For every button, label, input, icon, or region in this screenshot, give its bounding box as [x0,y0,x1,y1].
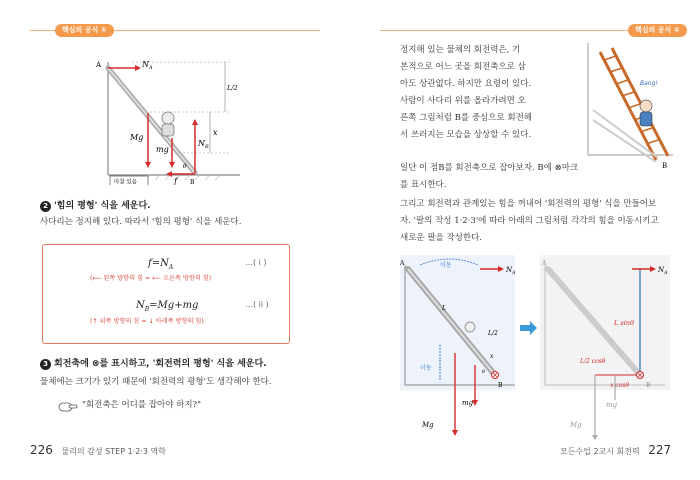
cartoon-sound-text: Bang! [640,80,658,87]
cartoon-label-B: B [662,162,668,170]
para3-line-1: 그리고 회전력과 관계있는 힘을 꺼내어 '회전력의 평형' 식을 만들어보 [400,199,657,209]
intro-line-4: 사람이 사다리 위를 올라가려면 오 [400,96,526,106]
d1-B: B [498,382,503,389]
equation-1-number: …( i ) [245,258,267,267]
label-NA: $N_A$ [142,60,153,71]
figure-caption: 마찰 있음 [114,179,138,185]
d2-A: A [542,260,547,267]
section-2-number: 2 [40,201,51,212]
quote-text: "회전축은 어디를 잡아야 하지?" [82,400,202,410]
right-footer [560,443,671,457]
d2-Lsin: L sinθ [614,319,634,327]
label-Mg: Mg [130,133,144,142]
footer-book-title: 물리의 감성 STEP 1·2·3 역학 [61,447,166,456]
intro-line-2: 본적으로 어느 곳을 회전축으로 삼 [400,62,526,72]
d1-Mg: Mg [422,421,434,429]
section-3-text: 물체에는 크기가 있기 때문에 '회전력의 평형'도 생각해야 한다. [40,377,272,387]
ladder-force-diagram [90,50,290,185]
para3-line-3: 새로운 팔을 작성한다. [400,233,483,243]
paragraph-2: 일단 이 점B를 회전축으로 잡아보자. B에 ⊗마크를 표시한다. [400,163,579,190]
label-mg: mg [156,145,169,154]
label-B: B [190,179,195,185]
d2-Mg: Mg [570,421,582,429]
section-2-title: '힘의 평형' 식을 세운다. [54,201,151,211]
d2-xcos: x cosθ [610,382,629,389]
label-L2: L/2 [227,84,238,92]
d1-A: A [400,260,405,267]
section-3-number: 3 [40,359,51,370]
left-footer [30,443,166,457]
intro-line-5: 른쪽 그림처럼 B를 중심으로 회전해 [400,113,533,123]
intro-paragraph [400,42,570,144]
label-x: x [213,128,218,137]
left-page [0,0,340,480]
label-f: f [174,177,177,185]
page-number-right: 227 [648,443,672,457]
intro-line-3: 아도 상관없다. 하지만 요령이 있다. [400,79,532,89]
d2-B: B [646,382,651,389]
d1-move2: 이동 [420,365,432,372]
right-arrow-icon [520,321,537,335]
label-A: A [96,61,102,69]
section-3-title: 회전축에 ⊗를 표시하고, '회전력의 평형' 식을 세운다. [54,359,267,369]
d1-NA: $N_A$ [506,266,516,276]
hand-pointer-icon [58,401,78,413]
equation-2: $N_B=Mg+mg$ [136,300,199,313]
equation-2-number: …( ii ) [245,300,269,309]
d1-L: L [442,305,446,312]
torque-diagram [400,255,700,440]
d1-x: x [490,353,494,360]
label-theta: θ [183,163,187,170]
paragraph-3 [400,196,700,247]
right-page [360,0,700,480]
d2-L2cos: L/2 cosθ [580,358,606,365]
footer-chapter: 모든수업 2교시 회전력 [560,447,640,456]
d2-mg: mg [606,401,618,409]
section-2-heading [40,198,151,212]
falling-ladder-cartoon [578,40,678,170]
header-tag: 핵심의 공식 ① [55,24,114,37]
d1-theta: θ [482,369,486,375]
intro-line-6: 서 쓰러지는 모습을 상상할 수 있다. [400,130,532,140]
equation-2-note: (↑ 위쪽 방향의 힘 = ↓ 아래쪽 방향의 힘) [90,318,204,325]
d1-move1: 이동 [440,262,452,269]
label-NB: $N_B$ [198,139,209,150]
header-tag-right: 핵심의 공식 ① [628,24,687,37]
d2-NA: $N_A$ [658,266,668,276]
intro-line-1: 정지해 있는 물체의 회전력은, 기 [400,45,521,55]
section-3-heading [40,356,267,370]
equation-1: $f=N_A$ [148,258,174,271]
d1-L2: L/2 [488,330,498,337]
equation-1-note: (⟵ 왼쪽 방향의 힘 = ⟵ 오른쪽 방향의 힘) [90,275,212,282]
page-number-left: 226 [30,443,53,457]
para3-line-2: 자. '팔의 작성 1·2·3'에 따라 아래의 그림처럼 각각의 힘을 이동시키고 [400,216,659,226]
section-2-text: 사다리는 정지해 있다. 따라서 '힘의 평형' 식을 세운다. [40,217,242,227]
d1-mg: mg [462,399,474,407]
